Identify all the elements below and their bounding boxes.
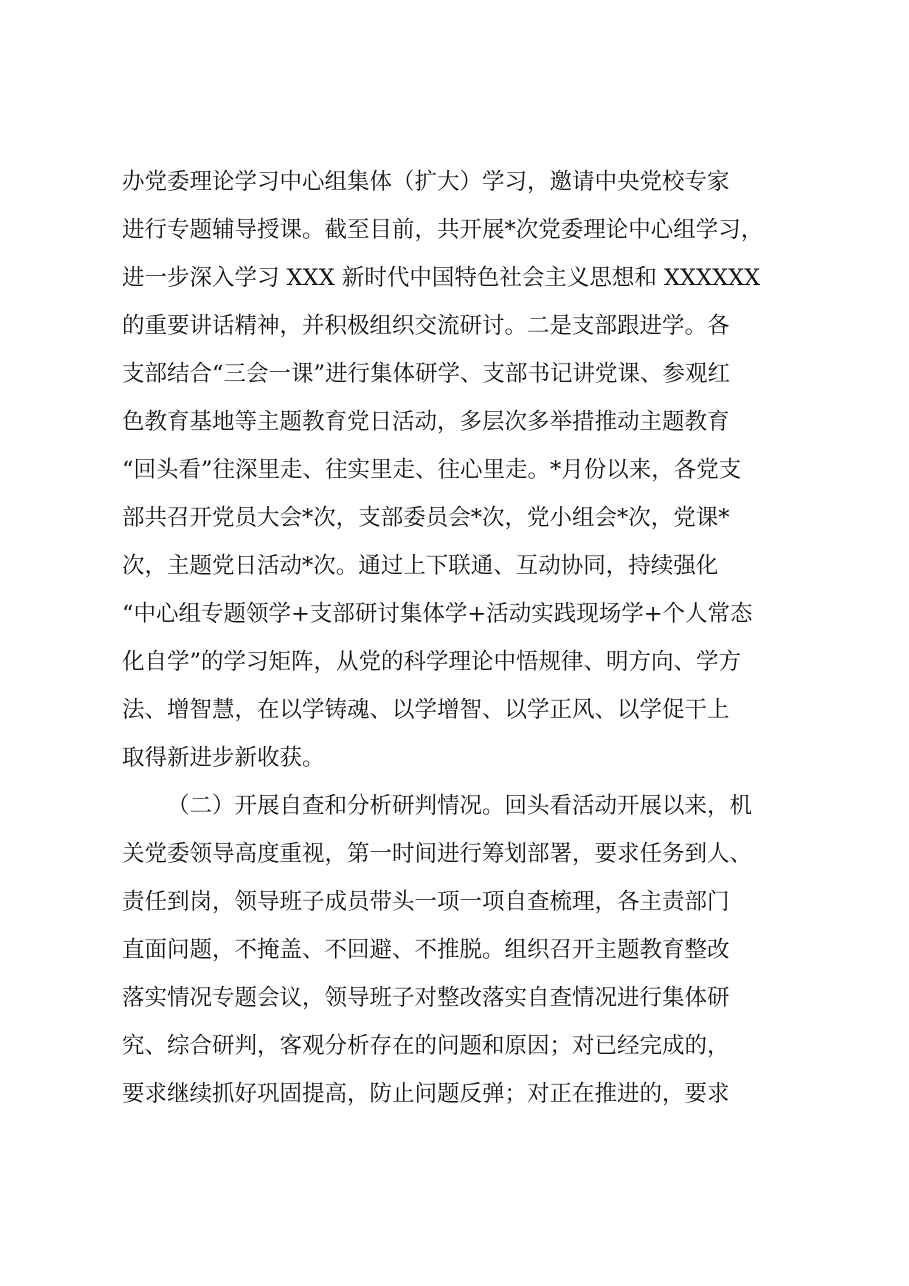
paragraph-line: 的重要讲话精神，并积极组织交流研讨。二是支部跟进学。各 — [122, 313, 730, 339]
paragraph-line: 落实情况专题会议，领导班子对整改落实自查情况进行集体研 — [122, 985, 730, 1011]
paragraph-line: 法、增智慧，在以学铸魂、以学增智、以学正风、以学促干上 — [122, 697, 730, 723]
paragraph-line: 究、综合研判，客观分析存在的问题和原因；对已经完成的， — [122, 1033, 730, 1059]
paragraph-line: 取得新进步新收获。 — [122, 745, 325, 771]
paragraph-1 — [122, 158, 812, 782]
paragraph-line: 支部结合“三会一课”进行集体研学、支部书记讲党课、参观红 — [122, 361, 731, 387]
paragraph-line: 化自学”的学习矩阵，从党的科学理论中悟规律、明方向、学方 — [122, 649, 742, 675]
paragraph-line: 直面问题，不掩盖、不回避、不推脱。组织召开主题教育整改 — [122, 937, 730, 963]
paragraph-line: 进一步深入学习 XXX 新时代中国特色社会主义思想和 XXXXXX — [122, 265, 761, 291]
paragraph-line: 关党委领导高度重视，第一时间进行筹划部署，要求任务到人、 — [122, 841, 753, 867]
paragraph-line: （二）开展自查和分析研判情况。回头看活动开展以来，机 — [167, 793, 753, 819]
paragraph-line: 次，主题党日活动*次。通过上下联通、互动协同，持续强化 — [122, 553, 719, 579]
paragraph-2 — [122, 782, 812, 1118]
paragraph-line: 责任到岗，领导班子成员带头一项一项自查梳理，各主责部门 — [122, 889, 730, 915]
paragraph-line: “中心组专题领学+支部研讨集体学+活动实践现场学+个人常态 — [122, 601, 753, 627]
paragraph-line: 要求继续抓好巩固提高，防止问题反弹；对正在推进的，要求 — [122, 1081, 730, 1107]
paragraph-line: 部共召开党员大会*次，支部委员会*次，党小组会*次，党课* — [122, 505, 730, 531]
paragraph-line: “回头看”往深里走、往实里走、往心里走。*月份以来，各党支 — [122, 457, 742, 483]
paragraph-line: 色教育基地等主题教育党日活动，多层次多举措推动主题教育 — [122, 409, 730, 435]
paragraph-line: 进行专题辅导授课。截至目前，共开展*次党委理论中心组学习， — [122, 217, 764, 243]
paragraph-line: 办党委理论学习中心组集体（扩大）学习，邀请中央党校专家 — [122, 169, 730, 195]
document-body — [122, 158, 812, 1118]
